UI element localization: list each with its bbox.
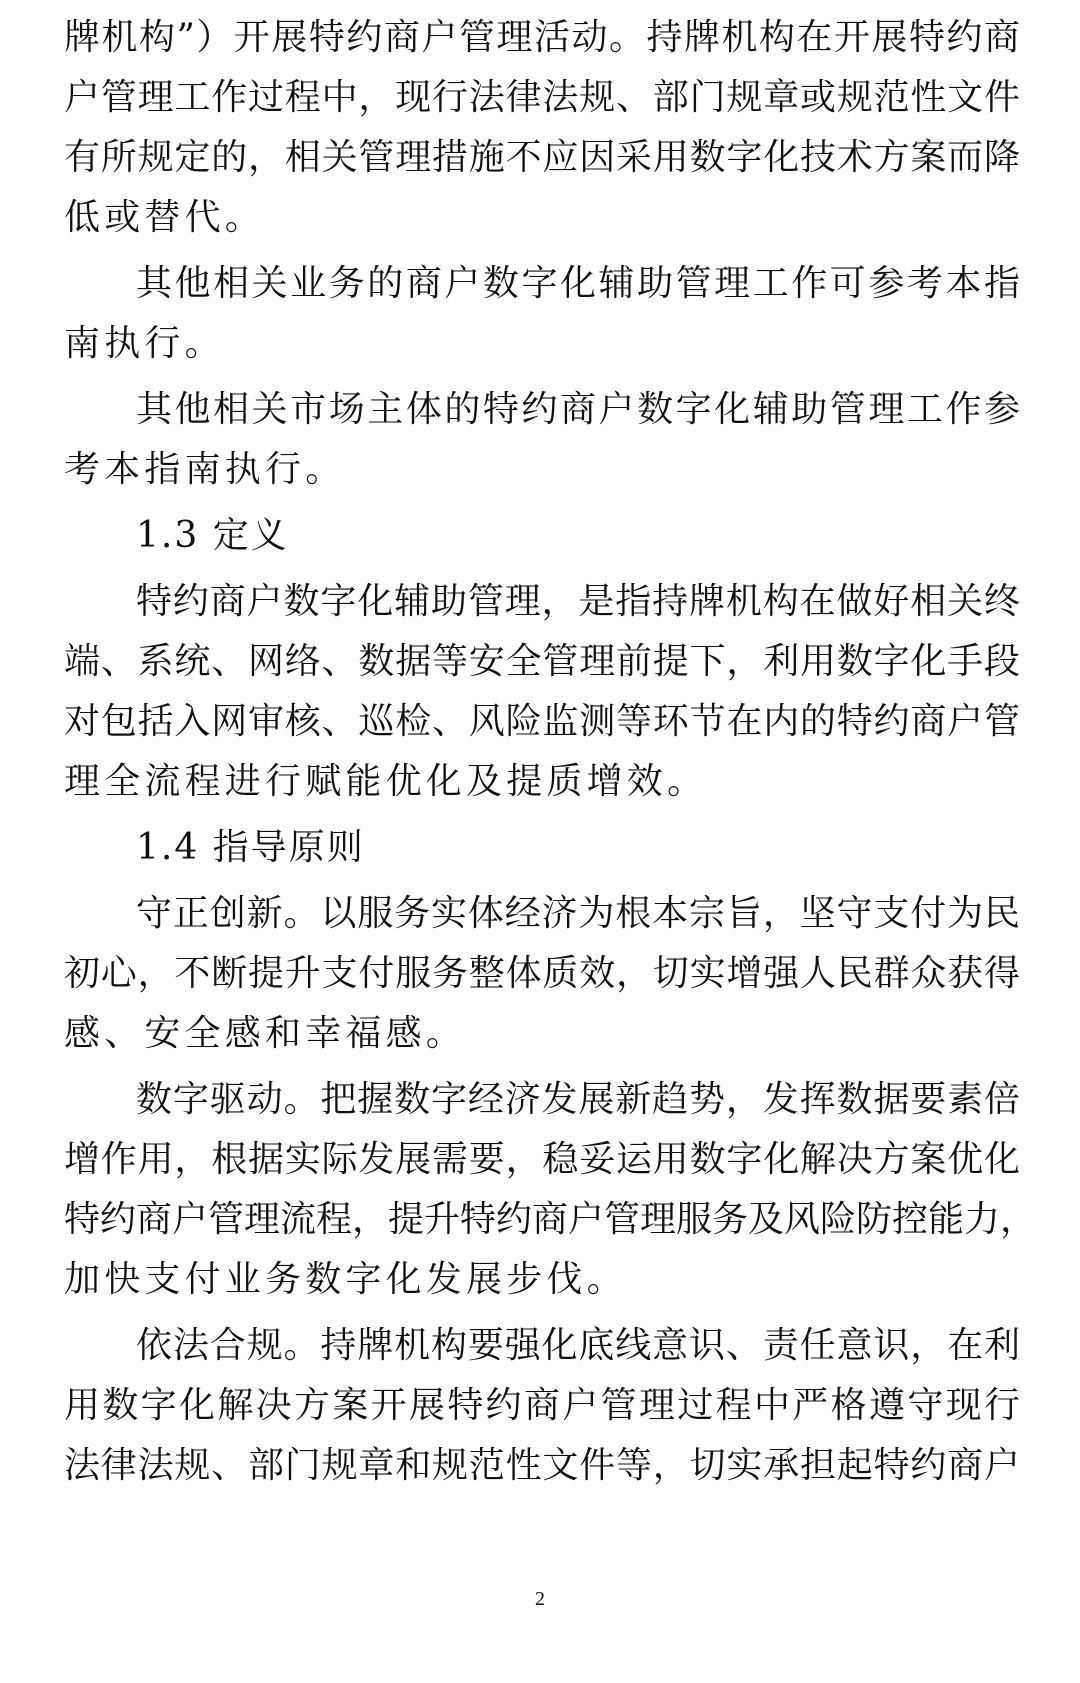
paragraph-principle-digital — [64, 1070, 1037, 1310]
text-line: 户管理工作过程中，现行法律法规、部门规章或规范性文件 — [64, 77, 1020, 118]
text-line: 特约商户数字化辅助管理，是指持牌机构在做好相关终 — [136, 581, 1020, 622]
text-line: 理全流程进行赋能优化及提质增效。 — [64, 761, 708, 802]
text-line: 其他相关市场主体的特约商户数字化辅助管理工作参 — [136, 389, 1020, 430]
page-number: 2 — [535, 1588, 545, 1610]
text-line: 守正创新。以服务实体经济为根本宗旨，坚守支付为民 — [136, 893, 1020, 934]
paragraph-definition — [64, 572, 1020, 812]
section-heading-definition — [64, 506, 1020, 566]
text-line: 特约商户管理流程，提升特约商户管理服务及风险防控能力， — [64, 1199, 1037, 1240]
text-line: 依法合规。持牌机构要强化底线意识、责任意识，在利 — [136, 1325, 1020, 1366]
text-line: 低或替代。 — [64, 197, 266, 238]
text-line: 加快支付业务数字化发展步伐。 — [64, 1259, 627, 1300]
paragraph-other-business — [64, 254, 1020, 374]
text-line: 法律法规、部门规章和规范性文件等，切实承担起特约商户 — [64, 1445, 1020, 1486]
paragraph-continuation — [64, 8, 1020, 248]
text-line: 端、系统、网络、数据等安全管理前提下，利用数字化手段 — [64, 641, 1020, 682]
paragraph-principle-innovation — [64, 884, 1020, 1064]
paragraph-principle-compliance — [64, 1316, 1020, 1496]
text-line: 有所规定的，相关管理措施不应因采用数字化技术方案而降 — [64, 137, 1020, 178]
text-line: 考本指南执行。 — [64, 449, 346, 490]
text-line: 牌机构”）开展特约商户管理活动。持牌机构在开展特约商 — [64, 17, 1020, 58]
text-line: 其他相关业务的商户数字化辅助管理工作可参考本指 — [136, 263, 1020, 304]
text-line: 南执行。 — [64, 323, 225, 364]
text-line: 数字驱动。把握数字经济发展新趋势，发挥数据要素倍 — [136, 1079, 1020, 1120]
section-heading-principles — [64, 818, 1020, 878]
text-line: 增作用，根据实际发展需要，稳妥运用数字化解决方案优化 — [64, 1139, 1020, 1180]
document-page — [64, 8, 1037, 1496]
paragraph-other-entities — [64, 380, 1020, 500]
text-line: 用数字化解决方案开展特约商户管理过程中严格遵守现行 — [64, 1385, 1020, 1426]
section-heading: 1.4 指导原则 — [136, 827, 365, 868]
text-line: 对包括入网审核、巡检、风险监测等环节在内的特约商户管 — [64, 701, 1020, 742]
text-line: 初心，不断提升支付服务整体质效，切实增强人民群众获得 — [64, 953, 1020, 994]
section-heading: 1.3 定义 — [136, 515, 289, 556]
text-line: 感、安全感和幸福感。 — [64, 1013, 467, 1054]
